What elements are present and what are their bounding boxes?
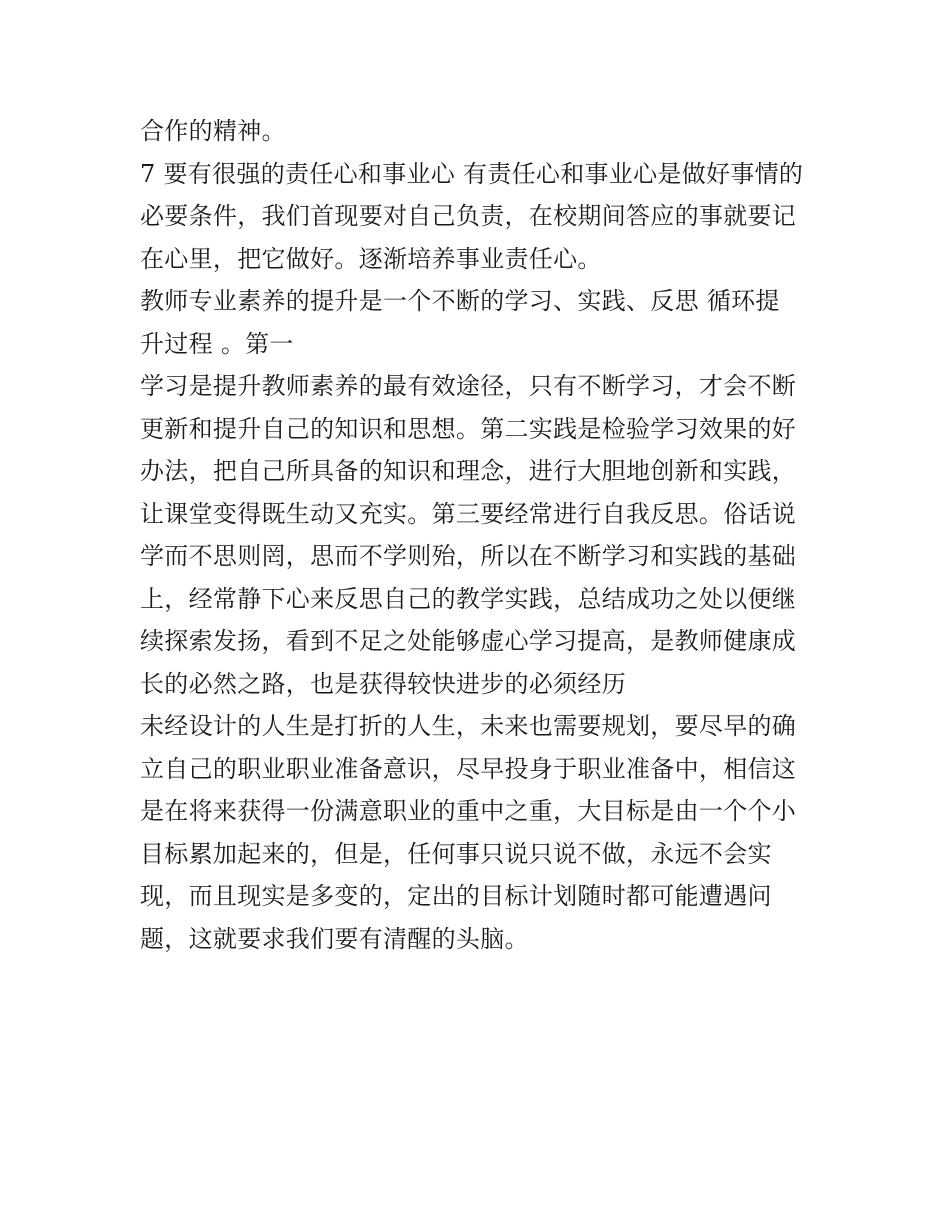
text-line: 长的必然之路，也是获得较快进步的必须经历 (140, 669, 626, 698)
text-line: 续探索发扬，看到不足之处能够虚心学习提高，是教师健康成 (140, 627, 797, 655)
text-line: 现，而且现实是多变的，定出的目标计划随时都可能遭遇问 (140, 882, 772, 910)
text-line: 未经设计的人生是打折的人生，未来也需要规划，要尽早的确 (140, 712, 797, 740)
text-line: 让课堂变得既生动又充实。第三要经常进行自我反思。俗话说 (140, 499, 797, 528)
document-body (140, 110, 820, 960)
text-line: 在心里，把它做好。逐渐培养事业责任心。 (140, 244, 602, 273)
text-line: 立自己的职业职业准备意识，尽早投身于职业准备中，相信这 (140, 754, 797, 783)
text-line: 题，这就要求我们要有清醒的头脑。 (140, 924, 529, 953)
text-line: 上，经常静下心来反思自己的教学实践，总结成功之处以便继 (140, 584, 797, 613)
text-line: 学而不思则罔，思而不学则殆，所以在不断学习和实践的基础 (140, 542, 797, 570)
text-line: 是在将来获得一份满意职业的重中之重，大目标是由一个个小 (140, 797, 797, 825)
text-line: 目标累加起来的，但是，任何事只说只说不做，永远不会实 (140, 839, 772, 868)
text-line: 学习是提升教师素养的最有效途径，只有不断学习，才会不断 (140, 372, 797, 400)
text-line: 7 要有很强的责任心和事业心 有责任心和事业心是做好事情的 (140, 159, 804, 188)
text-line: 必要条件，我们首现要对自己负责，在校期间答应的事就要记 (140, 202, 797, 230)
text-line: 更新和提升自己的知识和思想。第二实践是检验学习效果的好 (140, 414, 797, 443)
text-line: 合作的精神。 (140, 117, 286, 145)
text-line: 升过程 。第一 (140, 329, 294, 358)
text-line: 办法，把自己所具备的知识和理念，进行大胆地创新和实践， (140, 457, 797, 485)
text-line: 教师专业素养的提升是一个不断的学习、实践、反思 循环提 (140, 287, 780, 315)
